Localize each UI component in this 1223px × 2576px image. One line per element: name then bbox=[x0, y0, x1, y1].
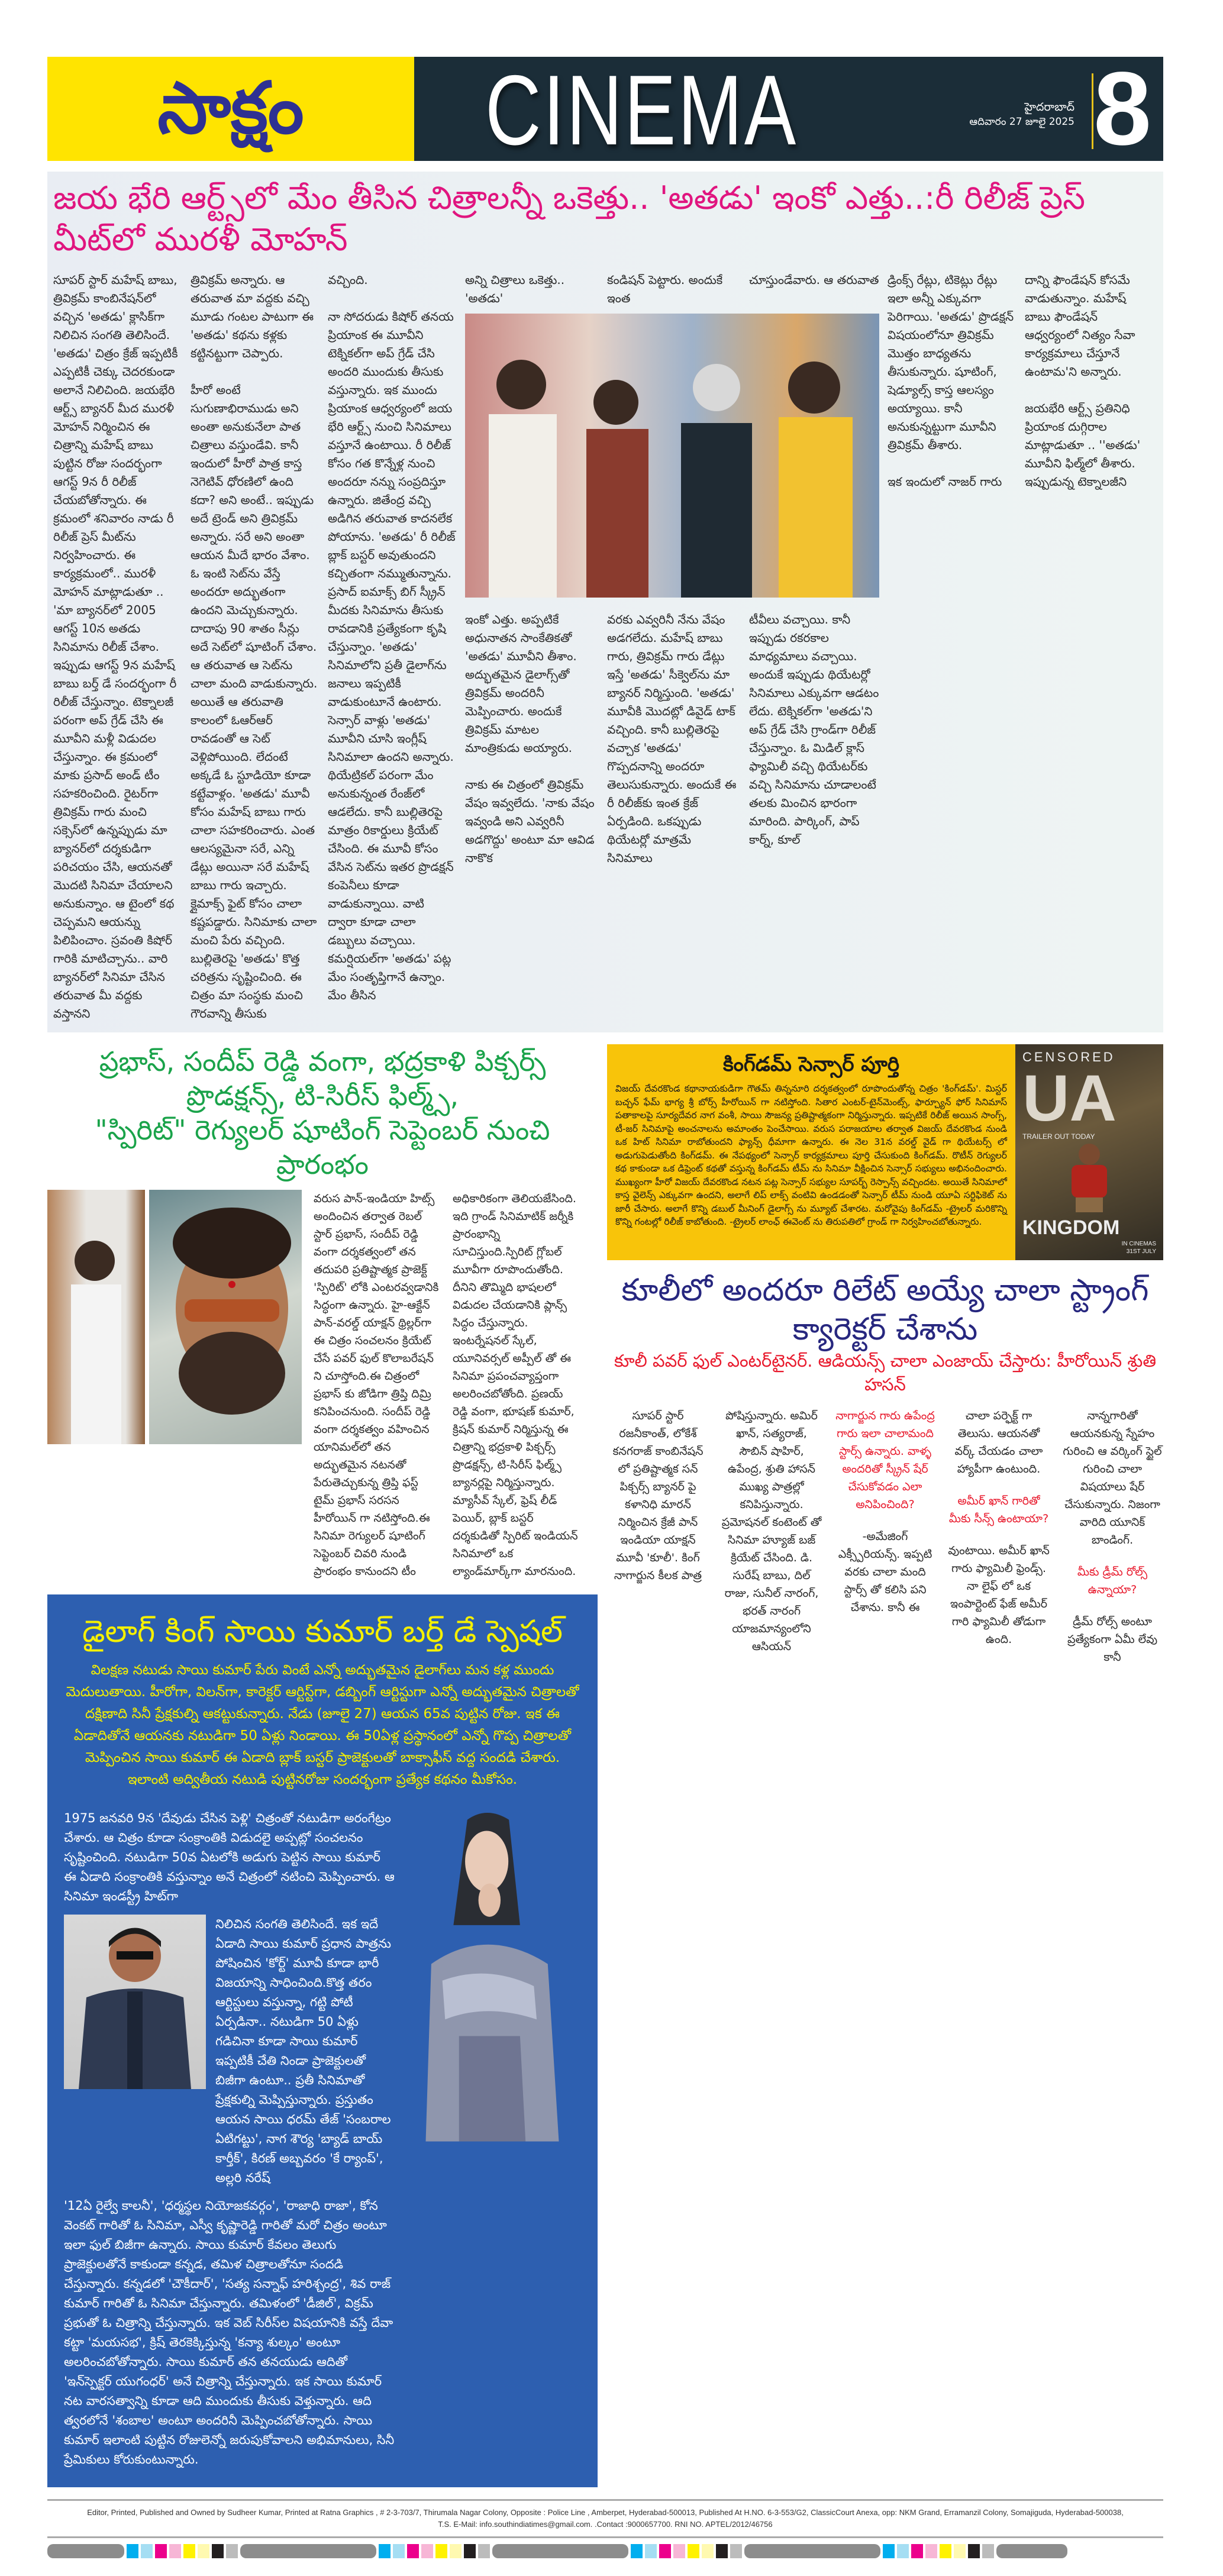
poster-trailer-text: TRAILER OUT TODAY bbox=[1022, 1132, 1095, 1141]
paragraph: జయభేరి ఆర్ట్స్ ప్రతినిధి ప్రియాంక దుగ్గిరాల మాట్లాడుతూ .. ''అతడు' మూవీని ఫిల్మ్‌లో తీశారు. ఇప్పుడున్న టెక్నాలజీని bbox=[1025, 401, 1141, 489]
left-stack bbox=[47, 1044, 598, 2487]
saikumar-text bbox=[64, 1809, 395, 2470]
newspaper-page bbox=[47, 0, 1163, 2576]
paragraph: చూస్తుండేవారు. ఆ తరువాత bbox=[749, 273, 879, 287]
color-patch bbox=[940, 2544, 951, 2558]
kingdom-poster bbox=[1015, 1044, 1163, 1260]
saikumar-body-3: '12ఏ రైల్వే కాలనీ', 'ధర్మస్థల నియోజకవర్గం', 'రాజాధి రాజా', కోన వెంకట్ గారితో ఓ సినిమా, ఎస్వీ కృష్ణారెడ్డి గారితో మరో చిత్రం అంటూ ఇలా ఫుల్ బిజీగా ఉన్నారు. సాయి కుమార్ కేవలం తెలుగు ప్రాజెక్టులతోనే కాకుండా కన్నడ, తమిళ చిత్రాలతోనూ సందడి చేస్తున్నారు. కన్నడలో 'చౌకీదార్', 'సత్య సన్నాఫ్ హరిశ్చంద్ర', శివ రాజ్ కుమార్ గారితో ఓ సినిమా చేస్తున్నారు. తమిళంలో 'డీజిల్', విక్రమ్ ప్రభుతో ఓ చిత్రాన్ని చేస్తున్నారు. ఇక వెబ్ సిరీస్‌ల విషయానికి వస్తే దేవా కట్టా 'మయసభ', క్రిష్ తెరకెక్కిస్తున్న 'కన్యా శుల్కం' అంటూ అలరించబోతోన్నారు. సాయి కుమార్ తన తనయుడు ఆదితో 'ఇన్‌స్పెక్టర్ యుగంధర్' అనే చిత్రాన్ని చేస్తున్నారు. ఇక సాయి కుమార్ నట వారసత్వాన్ని కూడా ఆది ముందుకు తీసుకు వెళ్తున్నారు. ఆది త్వరలోనే 'శంబాల' అంటూ అందరినీ మెప్పించబోతోన్నారు. సాయి కుమార్ ఇలాంటి పుట్టిన రోజులెన్నో జరుపుకోవాలని అభిమానులు, సినీ ప్రేమికులు కోరుకుంటున్నారు. bbox=[64, 2199, 395, 2467]
paragraph: నాకు ఈ చిత్రంలో త్రివిక్రమ్ వేషం ఇవ్వలేదు. 'నాకు వేషం ఇవ్వండి అని ఎవ్వరినీ అడగొద్దు' అంటూ మా ఆవిడ నాకొక bbox=[465, 777, 595, 865]
paragraph: వుంటాయి. అమీర్ ఖాన్ గారు ఫ్యామిలీ ఫ్రెండ్స్. నా లైఫ్ లో ఒక ఇంపార్టెంట్ ఫేజ్ అమీర్ గారి ఫ్యామిలీ తోడుగా ఉంది. bbox=[948, 1544, 1050, 1646]
athadu-column-lead bbox=[465, 271, 595, 308]
coolie-column bbox=[1061, 1407, 1163, 1680]
spirit-column-2: అధికారికంగా తెలియజేసింది. ఇది గ్రాండ్ సినిమాటిక్ జర్నీకి ప్రారంభాన్ని సూచిస్తుంది.స్పిరిట్ గ్లోబల్ మూవీగా రూపొందుతోంది. దీనిని తొమ్మిది భాషలలో విడుదల చేయడానికి ప్లాన్స్ సిద్ధం చేస్తున్నారు. ఇంటర్నేషనల్ స్కేల్, యూనివర్సల్ అప్పీల్ తో ఈ సినిమా ప్రపంచవ్యాప్తంగా అలరించబోతోంది. ప్రణయ్ రెడ్డి వంగా, భూషణ్ కుమార్, క్రిషన్ కుమార్ నిర్మిస్తున్న ఈ చిత్రాన్ని భద్రకాళి పిక్చర్స్ ప్రొడక్షన్స్, టి-సిరీస్ ఫిల్మ్స్ బ్యానర్లపై నిర్మిస్తున్నారు. మ్యాసీవ్ స్కేల్, ఫ్రెష్ లీడ్ పెయిర్, బ్లాక్ బస్టర్ దర్శకుడితో స్పిరిట్ ఇండియన్ సినిమాలో ఒక ల్యాండ్‌మార్క్‌గా మారనుంది. bbox=[453, 1192, 578, 1578]
coolie-column bbox=[948, 1407, 1050, 1663]
paragraph: హీరో అంటే సుగుణాభిరాముడు అని అంతా అనుకునేలా పాత చిత్రాలు వస్తుండేవి. కానీ ఇందులో హీరో పాత్ర కాస్త నెగెటివ్ ధోరణిలో ఉంది కదా? అని అంటే.. ఇప్పుడు అదే ట్రెండ్ అని త్రివిక్రమ్ అన్నారు. సరే అని అంతా ఆయన మీదే భారం వేశాం. ఓ ఇంటి సెట్‌ను వేస్తే అందరూ అద్భుతంగా ఉందని మెచ్చుకున్నారు. దాదాపు 90 శాతం సీన్లు అదే సెట్‌లో షూటింగ్ చేశాం. ఆ తరువాత ఆ సెట్‌ను చాలా మంది వాడుకున్నారు. అయితే ఆ తరువాతి కాలంలో ఓఆర్ఆర్ రావడంతో ఆ సెట్ వెళ్లిపోయింది. లేదంటే అక్కడే ఓ స్టూడియో కూడా కట్టేవాళ్లం. 'అతడు' మూవీ కోసం మహేష్ బాబు గారు చాలా సహకరించారు. ఎంత ఆలస్యమైనా సరే, ఎన్ని డేట్లు అయినా సరే మహేష్ బాబు గారు ఇచ్చారు. క్లైమాక్స్ ఫైట్ కోసం చాలా కష్టపడ్డారు. సినిమాకు చాలా మంచి పేరు వచ్చింది. బుల్లితెరపై 'అతడు' కొత్త చరిత్రను సృష్టించింది. ఈ చిత్రం మా సంస్థకు మంచి గౌరవాన్ని తీసుకు bbox=[191, 383, 318, 1021]
color-patch bbox=[212, 2544, 224, 2558]
athadu-column bbox=[465, 611, 595, 867]
poster-censored: CENSORED bbox=[1022, 1050, 1115, 1064]
color-patch bbox=[911, 2544, 923, 2558]
paragraph: అన్ని చిత్రాలు ఒకెత్తు.. 'అతడు' bbox=[465, 273, 565, 305]
athadu-headline: జయ భేరి ఆర్ట్స్‌లో మేం తీసిన చిత్రాలన్నీ ఒకెత్తు.. 'అతడు' ఇంకో ఎత్తు..:రీ రిలీజ్ ప్రెస్ మీట్‌లో మురళీ మోహన్ bbox=[53, 179, 1086, 258]
color-patch bbox=[716, 2544, 728, 2558]
kingdom-article bbox=[607, 1044, 1163, 1260]
section-banner bbox=[414, 51, 1163, 167]
paragraph: సూపర్ స్టార్ మహేష్ బాబు, త్రివిక్రమ్ కాంబినేషన్‌లో వచ్చిన 'అతడు' క్లాసిక్‌గా నిలిచిన సంగతి తెలిసిందే. 'అతడు' చిత్రం క్రేజ్ ఇప్పటికీ ఎప్పటికీ చెక్కు చెదరకుండా అలానే నిలిచింది. జయభేరి ఆర్ట్స్ బ్యానర్ మీద మురళీ మోహన్ నిర్మించిన ఈ చిత్రాన్ని మహేష్ బాబు పుట్టిన రోజు సందర్భంగా ఆగస్ట్ 9న రీ రిలీజ్ చేయబోతోన్నారు. ఈ క్రమంలో శనివారం నాడు రీ రిలీజ్ ప్రెస్ మీట్‌ను నిర్వహించారు. ఈ కార్యక్రమంలో.. మురళీ మోహన్ మాట్లాడుతూ .. 'మా బ్యానర్‌లో 2005 ఆగస్ట్ 10న అతడు సినిమాను రిలీజ్ చేశాం. ఇప్పుడు ఆగస్ట్ 9న మహేష్ బాబు బర్త్ డే సందర్భంగా రీ రిలీజ్ చేస్తున్నాం. టెక్నాలజీ పరంగా అప్ గ్రేడ్ చేసి ఈ మూవీని మళ్లీ విడుదల చేస్తున్నాం. ఈ క్రమంలో మాకు ప్రసాద్ అండ్ టీం సహకరించింది. రైటర్‌గా త్రివిక్రమ్ గారు మంచి సక్సెస్‌లో ఉన్నప్పుడు మా బ్యానర్‌లో దర్శకుడిగా పరిచయం చేసి, ఆయనతో మొదటి సినిమా చేయాలని అనుకున్నాం. ఆ టైంలో కథ చెప్పమని ఆయన్ను పిలిపించాం. స్రవంతి కిషోర్ గారికి మాటిచ్చాను.. వారి బ్యానర్‌లో సినిమా చేసిన తరువాత మీ వద్దకు వస్తానని bbox=[53, 273, 178, 1021]
color-patch bbox=[925, 2544, 937, 2558]
saikumar-body bbox=[64, 1809, 581, 2470]
color-patch bbox=[659, 2544, 671, 2558]
coolie-subheadline: కూలీ పవర్ ఫుల్ ఎంటర్‌టైనర్. ఆడియన్స్ చాలా ఎంజాయ్ చేస్తారు: హీరోయిన్ శ్రుతి హసన్ bbox=[614, 1351, 1156, 1394]
saikumar-body-1: 1975 జనవరి 9న 'దేవుడు చేసిన పెళ్లి' చిత్రంతో నటుడిగా అరంగేట్రం చేశారు. ఆ చిత్రం కూడా సంక్రాంతికి విడుదలై అప్పట్లో సంచలనం సృష్టించింది. నటుడిగా 50వ ఏటలోకి అడుగు పెట్టిన సాయి కుమార్ ఈ ఏడాది సంక్రాంతికి వస్తున్నాం అనే చిత్రంలో నటించి మెప్పించారు. ఆ సినిమా ఇండస్ట్రీ హిట్‌గా bbox=[64, 1811, 395, 1903]
page-number: 8 bbox=[1093, 51, 1151, 167]
paragraph: దాన్ని ఫౌండేషన్ కోసమే వాడుతున్నాం. మహేష్ బాబు ఫౌండేషన్ ఆధ్వర్యంలో నిత్యం సేవా కార్యక్రమాలు చేస్తూనే ఉంటామ'ని అన్నారు. bbox=[1025, 273, 1135, 379]
color-patch bbox=[883, 2544, 895, 2558]
color-patch bbox=[631, 2544, 643, 2558]
color-patch bbox=[155, 2544, 167, 2558]
color-patch bbox=[393, 2544, 405, 2558]
masthead-logo bbox=[47, 57, 414, 161]
color-patch bbox=[435, 2544, 447, 2558]
kingdom-text-box bbox=[607, 1044, 1015, 1260]
prabhas-photo bbox=[149, 1190, 302, 1444]
athadu-column bbox=[749, 611, 879, 867]
interview-question: నాగార్జున గారు ఉపేంద్ర గారు ఇలా చాలామంది స్టార్స్ ఉన్నారు. వాళ్ళ అందరితో స్క్రీన్ షేర్ చేసుకోవడం ఎలా అనిపించింది? bbox=[835, 1409, 935, 1511]
athadu-lead-lines bbox=[465, 271, 879, 308]
section-title: CINEMA bbox=[485, 54, 798, 166]
color-patch bbox=[127, 2544, 138, 2558]
athadu-column bbox=[888, 271, 1017, 491]
color-patch bbox=[982, 2544, 994, 2558]
athadu-columns bbox=[53, 271, 1157, 1023]
press-meet-people-illustration bbox=[465, 314, 879, 598]
color-patch bbox=[183, 2544, 195, 2558]
coolie-column bbox=[834, 1407, 936, 1631]
masthead bbox=[47, 51, 1163, 167]
gray-patch bbox=[492, 2544, 628, 2558]
coolie-column bbox=[721, 1407, 822, 1670]
color-patch bbox=[897, 2544, 909, 2558]
coolie-columns bbox=[607, 1407, 1163, 1680]
poster-rating: UA bbox=[1022, 1062, 1116, 1135]
color-patch bbox=[169, 2544, 181, 2558]
paragraph: డ్రింక్స్ రేట్లు, టికెట్లు రేట్లు ఇలా అన్నీ ఎక్కువగా పెరిగాయి. 'అతడు' ప్రొడక్షన్ విషయంలోనూ త్రివిక్రమ్ మొత్తం బాధ్యతను తీసుకున్నారు. షూటింగ్, షెడ్యూల్స్ కాస్త ఆలస్యం అయ్యాయి. కానీ అనుకున్నట్టుగా మూవీని త్రివిక్రమ్ తీశారు. bbox=[888, 273, 1014, 452]
saikumar-intro: విలక్షణ నటుడు సాయి కుమార్ పేరు వింటే ఎన్నో అద్భుతమైన డైలాగ్‌లు మన కళ్ల ముందు మెదులుతాయి. హీరోగా, విలన్‌గా, కారెక్టర్ ఆర్టిస్ట్‌గా, డబ్బింగ్ ఆర్టిస్టుగా ఎన్నో అద్భుతమైన చిత్రాలతో దక్షిణాది సినీ ప్రేక్షకుల్ని ఆకట్టుకున్నారు. నేడు (జూలై 27) ఆయన 65వ పుట్టిన రోజు. ఇక ఈ ఏడాదితోనే ఆయనకు నటుడిగా 50 ఏళ్లు నిండాయి. ఈ 50ఏళ్ల ప్రస్థానంలో ఎన్నో గొప్ప చిత్రాలతో మెప్పించిన సాయి కుమార్ ఈ ఏడాది బ్లాక్ బస్టర్ ప్రాజెక్టులతో బాక్సాఫీస్ వద్ద సందడి చేశారు. ఇలాంటి అద్వితీయ నటుడి పుట్టినరోజు సందర్భంగా ప్రత్యేక కథనం మీకోసం. bbox=[66, 1663, 579, 1787]
athadu-column bbox=[607, 611, 737, 867]
poster-release-line2: 31ST JULY bbox=[1126, 1248, 1156, 1255]
athadu-photo-block bbox=[465, 271, 879, 867]
imprint-line-1: Editor, Printed, Published and Owned by Sudheer Kumar, Printed at Ratna Graphics , # 2-3-703/7, Thirumala Nagar Colony, Opposite : Police Line , Amberpet, Hyderabad-500013, Published At H.NO. 6-3-553/G2, ClassicCourt Anexa, opp: NKM Grand, Erramanzil Colony, Somajiguda, Hyderabad-500038, bbox=[87, 2508, 1124, 2517]
color-patch bbox=[407, 2544, 419, 2558]
paragraph: ఇక ఇందులో నాజర్ గారు bbox=[888, 474, 1002, 489]
color-patch bbox=[198, 2544, 209, 2558]
paragraph: పోషిస్తున్నారు. అమిర్ ఖాన్, సత్యరాజ్, సౌబిన్ షాహిర్, ఉపేంద్ర, శ్రుతి హాసన్ ముఖ్య పాత్రల్లో కనిపిస్తున్నారు. ప్రమోషనల్ కంటెంట్ తో సినిమా హ్యూజ్ బజ్ క్రియేట్ చేసింది. డి. సురేష్ బాబు, దిల్ రాజు, సునీల్ నారంగ్, భరత్ నారంగ్ యాజమాన్యంలోని ఆసియన్ bbox=[721, 1409, 822, 1653]
paragraph: కండిషన్ పెట్టారు. అందుకే ఇంత bbox=[607, 273, 723, 305]
poster-release-line1: IN CINEMAS bbox=[1121, 1241, 1156, 1247]
color-patch bbox=[141, 2544, 153, 2558]
print-color-bar bbox=[47, 2544, 1163, 2558]
imprint-line-2: T.S. E-Mail: info.southindiatimes@gmail.com. .Contact :9000657700. RNI NO. APTEL/2012/46756 bbox=[438, 2520, 773, 2529]
gray-patch bbox=[240, 2544, 376, 2558]
shruti-haasan-photo bbox=[404, 1809, 581, 2343]
spirit-article bbox=[47, 1190, 598, 1580]
paragraph: చాలా పర్ఫెక్ట్ గా తెలుసు. ఆయనతో వర్క్ చేయడం చాలా హ్యాపీగా ఉంటుంది. bbox=[954, 1409, 1043, 1476]
saikumar-article bbox=[47, 1594, 598, 2487]
poster-hero-figure bbox=[1022, 1141, 1156, 1212]
spirit-column-1: వరుస పాన్-ఇండియా హిట్స్ అందించిన తర్వాత రెబల్ స్టార్ ప్రభాస్, సందీప్ రెడ్డి వంగా దర్శకత్వంలో తన తదుపరి ప్రతిష్టాత్మక ప్రాజెక్ట్ 'స్పిరిట్' లోకి ఎంటరవ్వడానికి సిద్ధంగా ఉన్నారు. హై-ఆక్టేన్ పాన్-వరల్డ్ యాక్షన్ థ్రిల్లర్‌గా ఈ చిత్రం సంచలనం క్రియేట్ చేసే పవర్ ఫుల్ కొలాబరేషన్ ని చూస్తోంది.ఈ చిత్రంలో ప్రభాస్ కు జోడిగా త్రిప్తి దిమ్రి కనిపించనుంది. సందీప్ రెడ్డి వంగా దర్శకత్వం వహించిన యానిమల్‌లో తన అద్భుతమైన నటనతో పేరుతెచ్చుకున్న త్రిప్తి ఫస్ట్ టైమ్ ప్రభాస్ సరసన హీరోయిన్ గా నటిస్తోంది.ఈ సినిమా రెగ్యులర్ షూటింగ్ సెప్టెంబర్ చివరి నుండి ప్రారంభం కానుందని టీం bbox=[314, 1192, 439, 1578]
athadu-column-lead bbox=[749, 271, 879, 308]
sandeep-vanga-photo bbox=[47, 1190, 145, 1444]
paragraph: డ్రీమ్ రోల్స్ అంటూ ప్రత్యేకంగా ఏమీ లేవు కానీ bbox=[1067, 1615, 1158, 1664]
color-patch bbox=[464, 2544, 476, 2558]
gray-patch bbox=[996, 2544, 1067, 2558]
color-patch bbox=[645, 2544, 657, 2558]
right-stack bbox=[607, 1044, 1163, 1680]
color-patch bbox=[450, 2544, 462, 2558]
paragraph: త్రివిక్రమ్ అన్నారు. ఆ తరువాత మా వద్దకు వచ్చి మూడు గంటల పాటుగా ఈ 'అతడు' కథను కళ్లకు కట్టినట్టుగా చెప్పారు. bbox=[191, 273, 314, 360]
lower-section bbox=[47, 1044, 1163, 2487]
color-patch bbox=[954, 2544, 966, 2558]
interview-question: అమీర్ ఖాన్ గారితో మీకు సీన్స్ ఉంటాయా? bbox=[948, 1494, 1049, 1525]
spirit-photos bbox=[47, 1190, 302, 1444]
paragraph: ఇంకో ఎత్తు. అప్పటికే అధునాతన సాంకేతికతో 'అతడు' మూవీని తీశాం. అద్భుతమైన డైలాగ్స్‌తో త్రివిక్రమ్ అందరినీ మెప్పించారు. అందుకే త్రివిక్రమ్ మాటల మాంత్రికుడు అయ్యారు. bbox=[465, 612, 577, 755]
color-patch bbox=[421, 2544, 433, 2558]
athadu-column-lead bbox=[607, 271, 737, 308]
saikumar-body-2: నిలిచిన సంగతి తెలిసిందే. ఇక ఇదే ఏడాది సాయి కుమార్ ప్రధాన పాత్రను పోషించిన 'కోర్ట్' మూవీ కూడా భారీ విజయాన్ని సాధించింది.కొత్త తరం ఆర్టిస్టులు వస్తున్నా, గట్టి పోటీ ఏర్పడినా.. నటుడిగా 50 ఏళ్లు గడిచినా కూడా సాయి కుమార్ ఇప్పటికీ చేతి నిండా ప్రాజెక్టులతో బిజీగా ఉంటూ.. ప్రతీ సినిమాతో ప్రేక్షకుల్ని మెప్పిస్తున్నారు. ప్రస్తుతం ఆయన సాయి ధరమ్ తేజ్ 'సంబరాల ఏటిగట్టు', నాగ శౌర్య 'బ్యాడ్ బాయ్ కార్తీక్', కిరణ్ అబ్బవరం 'కే ర్యాంప్', అల్లరి నరేష్ bbox=[215, 1917, 392, 2185]
paragraph: సూపర్ స్టార్ రజనీకాంత్, లోకేశ్ కనగరాజ్ కాంబినేషన్ లో ప్రతిష్టాత్మక సన్ పిక్చర్స్ బ్యానర్ పై కళానిధి మారన్ నిర్మించిన క్రేజీ పాన్ ఇండియా యాక్షన్ మూవీ 'కూలీ'. కింగ్ నాగార్జున కీలక పాత్ర bbox=[612, 1409, 704, 1582]
logo-text: సాక్షం bbox=[157, 67, 304, 150]
spirit-headline-line2: "స్పిరిట్" రెగ్యులర్ షూటింగ్ సెప్టెంబర్ నుంచి ప్రారంభం bbox=[95, 1114, 550, 1180]
color-patch bbox=[226, 2544, 238, 2558]
paragraph: -అమేజింగ్ ఎక్స్పీరియన్స్. ఇప్పటి వరకు చాలా మంది స్టార్స్ తో కలిసి పని చేశాను. కానీ ఈ bbox=[838, 1530, 932, 1614]
gray-patch bbox=[47, 2544, 124, 2558]
kingdom-body: విజయ్ దేవరకొండ కథానాయకుడిగా గౌతమ్ తిన్ననూరి దర్శకత్వంలో రూపొందుతోన్న చిత్రం 'కింగ్‌డమ్'. మిస్టర్ బచ్చన్ ఫేమ్ భాగ్య శ్రీ బోర్స్ హీరోయిన్ గా నటిస్తోంది. సితార ఎంటర్-టైన్‌మెంట్స్, ఫార్చ్యూన్ ఫోర్ సినిమాస్ పతాకాలపై సూర్యదేవర నాగ వంశీ, సాయి సౌజన్య ప్రతిష్టాత్మకంగా నిర్మిస్తున్నారు. ఇప్పటికే రిలీజ్ అయిన సాంగ్స్, టీ-జర్ సినిమాపై అంచనాలను అమాంతం పెంచేసాయి. వరుస పరాజయాల తర్వాత విజయ్ దేవరకొండ నుండి ఒక హిట్ సినిమా రాబోతుందని ఫ్యాన్స్ ధీమాగా ఉన్నారు. ఈ నెల 31న వరల్డ్ వైడ్ గా థియేటర్స్ లో అడుగుపెడుతోంది కింగ్‌డమ్. ఈ నేపథ్యంలో సెన్సార్ కార్యక్రమాలు పూర్తి చేసుకుంది కింగ్‌డమ్. రొటీన్ రెగ్యులర్ కథ కాకుండా ఒక డిఫ్రెంట్ కథతో వస్తున్న కింగ్‌డమ్ టీమ్ ను సినిమా వీక్షించిన సెన్సార్ సభ్యులు అభినందించారు. ముఖ్యంగా హీరో విజయ్ దేవరకొండ నటన పట్ల సెన్సార్ సభ్యుల సూపర్బ్ రెస్పాన్స్ వచ్చిందట. అయితే సినిమాలో కాస్త వైలెన్స్ ఎక్కువగా ఉందని, అలాగే లిప్ లాక్స్ వంటివి ఉండడంతో సెన్సార్ టీమ్ నుండి యూఏ సర్టిఫికెట్ ను జారీ చేసారు. అలాగే కొన్ని డబుల్ మీనింగ్ డైలాగ్స్ ను మ్యూట్ చేశారట. మరోవైపు కింగ్‌డమ్ -ట్రైలర్ మరికొన్ని కొన్ని గంటల్లో రిలీజ్ కాబోతుంది. -ట్రైలర్ లాంఛ్ ఈవెంట్ ను తిరుపతిలో గ్రాండ్ గా నిర్వహించబోతున్నారు. bbox=[615, 1083, 1007, 1227]
color-patch bbox=[673, 2544, 685, 2558]
athadu-column bbox=[328, 271, 457, 1005]
spirit-headline-line1: ప్రభాస్, సందీప్ రెడ్డి వంగా, భద్రకాళి పిక్చర్స్ ప్రొడక్షన్స్, టి-సిరీస్ ఫిల్మ్స్, bbox=[99, 1045, 546, 1112]
footer-rule bbox=[47, 2536, 1163, 2538]
athadu-article bbox=[47, 172, 1163, 1032]
poster-title: KINGDOM bbox=[1022, 1216, 1120, 1239]
color-patch bbox=[968, 2544, 980, 2558]
paragraph: టీవీలు వచ్చాయి. కానీ ఇప్పుడు రకరకాల మాధ్యమాలు వచ్చాయి. అందుకే ఇప్పుడు థియేటర్లో సినిమాలు ఎక్కువగా ఆడటం లేదు. టెక్నికల్‌గా 'అతడు'ని అప్ గ్రేడ్ చేసి గ్రాండ్‌గా రిలీజ్ చేస్తున్నాం. ఓ మిడిల్ క్లాస్ ఫ్యామిలీ వచ్చి థియేటర్‌కు వచ్చి సినిమాను చూడాలంటే తలకు మించిన భారంగా మారింది. పార్కింగ్, పాప్ కార్న్, కూల్ bbox=[749, 612, 879, 847]
coolie-column bbox=[607, 1407, 709, 1599]
saikumar-photo bbox=[64, 1915, 206, 2089]
imprint bbox=[47, 2501, 1163, 2536]
kingdom-headline: కింగ్‌డమ్ సెన్సార్ పూర్తి bbox=[722, 1053, 900, 1076]
coolie-headline: కూలీలో అందరూ రిలేట్ అయ్యే చాలా స్ట్రాంగ్ క్యారెక్టర్ చేశాను bbox=[621, 1273, 1149, 1347]
athadu-column bbox=[53, 271, 182, 1023]
paragraph: నా సోదరుడు కిషోర్ తనయ ప్రియాంక ఈ మూవీని టెక్నికల్‌గా అప్ గ్రేడ్ చేసి అందరి ముందుకు తీసుకు వస్తున్నారు. ఇక ముందు ప్రియాంక ఆధ్వర్యంలో జయ భేరి ఆర్ట్స్ నుంచి సినిమాలు వస్తూనే ఉంటాయి. రీ రిలీజ్ కోసం గత కొన్నేళ్ల నుంచి అందరూ నన్ను సంప్రదిస్తూ ఉన్నారు. జితేంద్ర వచ్చి అడిగిన తరువాత కాదనలేక పోయాను. 'అతడు' రీ రిలీజ్ బ్లాక్ బస్టర్ అవుతుందని కచ్చితంగా నమ్ముతున్నాను. ప్రసాద్ ఐమాక్స్ బిగ్ స్క్రీన్ మీదకు సినిమాను తీసుకు రావడానికి ప్రత్యేకంగా కృషి చేస్తున్నాం. 'అతడు' సినిమాలోని ప్రతీ డైలాగ్‌ను జనాలు ఇప్పటికీ వాడుకుంటూనే ఉంటారు. సెన్సార్ వాళ్లు 'అతడు' మూవీని చూసి ఇంగ్లీష్ సినిమాలా ఉందని అన్నారు. థియేట్రికల్ పరంగా మేం అనుకున్నంత రేంజ్‌లో ఆడలేదు. కానీ బుల్లితెరపై మాత్రం రికార్డులు క్రియేట్ చేసింది. ఈ మూవీ కోసం వేసిన సెట్‌ను ఇతర ప్రొడక్షన్ కంపెనీలు కూడా వాడుకున్నాయి. వాటి ద్వారా కూడా చాలా డబ్బులు వచ్చాయి. కమర్షియల్‌గా 'అతడు' పట్ల మేం సంతృప్తిగానే ఉన్నాం. మేం తీసిన bbox=[328, 309, 456, 1002]
spirit-headline bbox=[47, 1044, 598, 1182]
edition-date: ఆదివారం 27 జూలై 2025 bbox=[969, 116, 1074, 128]
paragraph: వచ్చింది. bbox=[328, 273, 368, 287]
color-patch bbox=[478, 2544, 490, 2558]
paragraph: నాన్నగారితో ఆయనకున్న స్నేహం గురించి ఆ వర్కింగ్ స్టైల్ గురించి చాలా విషయాలు షేర్ చేసుకున్నారు. నిజంగా వారిది యూనిక్ బాండింగ్. bbox=[1063, 1409, 1162, 1547]
edition-meta bbox=[969, 99, 1074, 129]
interview-question: మీకు డ్రీమ్ రోల్స్ ఉన్నాయా? bbox=[1077, 1565, 1148, 1596]
color-patch bbox=[379, 2544, 391, 2558]
press-meet-photo bbox=[465, 314, 879, 598]
gray-patch bbox=[744, 2544, 880, 2558]
color-patch bbox=[730, 2544, 742, 2558]
color-patch bbox=[702, 2544, 714, 2558]
saikumar-headline: డైలాగ్ కింగ్ సాయి కుమార్ బర్త్ డే స్పెషల్ bbox=[82, 1614, 563, 1649]
color-patch bbox=[688, 2544, 699, 2558]
saikumar-photo-row bbox=[64, 1915, 395, 2188]
athadu-column bbox=[1025, 271, 1154, 491]
athadu-lower-columns bbox=[465, 611, 879, 867]
edition-city: హైదరాబాద్ bbox=[1024, 101, 1074, 114]
paragraph: వరకు ఎవ్వరినీ నేను వేషం అడగలేదు. మహేష్ బాబు గారు, త్రివిక్రమ్ గారు డేట్లు ఇస్తే 'అతడు' సీక్వెల్‌ను మా బ్యానర్ నిర్మిస్తుంది. 'అతడు' మూవీకి మొదట్లో డివైడ్ టాక్ వచ్చింది. కానీ బుల్లితెరపై వచ్చాక 'అతడు' గొప్పదనాన్ని అందరూ తెలుసుకున్నారు. అందుకే ఈ రీ రిలీజ్‌కు ఇంత క్రేజ్ ఏర్పడింది. ఒకప్పుడు థియేటర్లో మాత్రమే సినిమాలు bbox=[607, 612, 737, 865]
poster-release bbox=[1022, 1240, 1156, 1255]
athadu-column bbox=[191, 271, 320, 1023]
